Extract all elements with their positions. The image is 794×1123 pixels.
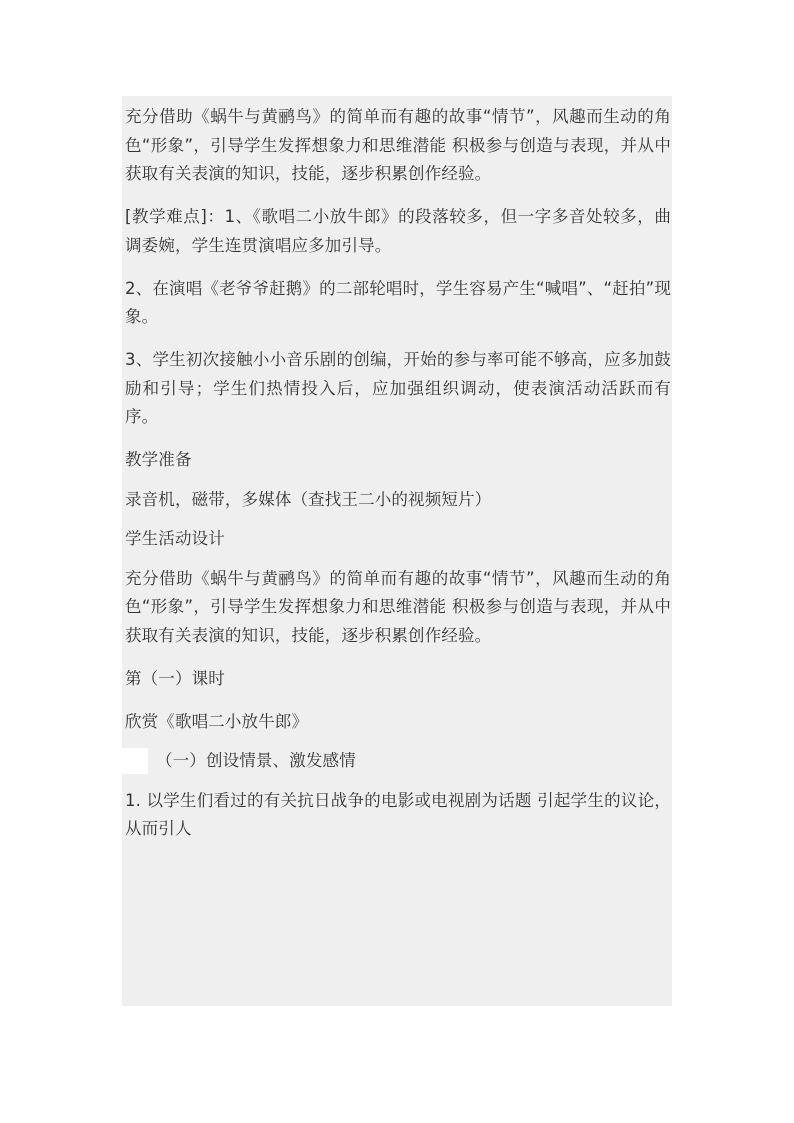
- blank-image-placeholder: [122, 748, 148, 774]
- paragraph-intro: 充分借助《蜗牛与黄鹂鸟》的简单而有趣的故事“情节”，风趣而生动的角色“形象”，引导学生发挥想象力和思维潜能 积极参与创造与表现，并从中获取有关表演的知识，技能，逐步积累创作经验。: [125, 107, 671, 183]
- paragraph-materials: 录音机，磁带，多媒体（查找王二小的视频短片）: [125, 489, 492, 509]
- section-scene-setting: [122, 747, 671, 776]
- heading-appreciation: 欣赏《歌唱二小放牛郎》: [125, 711, 309, 731]
- section-heading-scene: （一）创设情景、激发感情: [156, 751, 356, 770]
- heading-lesson-one: 第（一）课时: [125, 668, 225, 688]
- heading-teaching-preparation: 教学准备: [125, 450, 192, 469]
- heading-student-activity: 学生活动设计: [125, 529, 225, 548]
- paragraph-activity-design: 充分借助《蜗牛与黄鹂鸟》的简单而有趣的故事“情节”，风趣而生动的角色“形象”，引导学生发挥想象力和思维潜能 积极参与创造与表现，并从中获取有关表演的知识，技能，逐步积累创作经验。: [125, 568, 671, 645]
- paragraph-difficulty-3: 3、学生初次接触小小音乐剧的创编，开始的参与率可能不够高，应多加鼓励和引导；学生们热情投入后，应加强组织调动，使表演活动活跃而有序。: [125, 350, 671, 426]
- paragraph-step-1: 1. 以学生们看过的有关抗日战争的电影或电视剧为话题 引起学生的议论，从而引人: [125, 790, 671, 838]
- paragraph-difficulty-2: 2、在演唱《老爷爷赶鹅》的二部轮唱时，学生容易产生“喊唱”、“赶拍”现象。: [125, 278, 671, 326]
- paragraph-teaching-difficulty: [教学难点]：1、《歌唱二小放牛郎》的段落较多，但一字多音处较多，曲调委婉，学生连贯演唱应多加引导。: [125, 207, 671, 255]
- document-body: [125, 103, 671, 858]
